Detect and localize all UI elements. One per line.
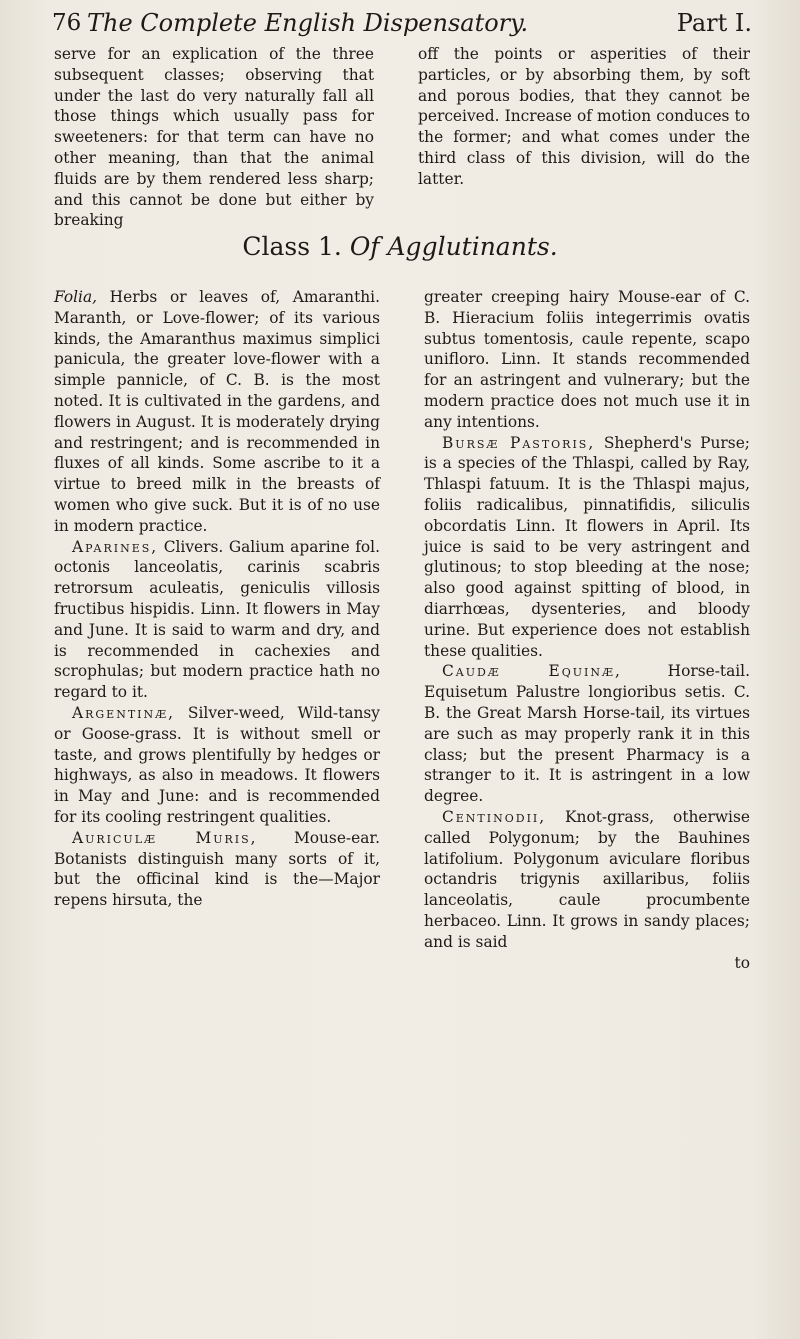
entry-text: Horse-tail. Equisetum Palustre longioribus setis. C. B. the Great Marsh Horse-tail, its virtues are such as may properly rank it in this class; but the present Pharmacy is a stranger to it. It is astringent in a low degree. — [424, 662, 750, 806]
book-title: The Complete English Dispensatory. — [87, 9, 529, 37]
entry-text: Knot-grass, otherwise called Polygonum; by the Bauhines latifolium. Polygonum aviculare floribus octandris trigynis axillaribus, foliis lanceolatis, caule procumbente herbaceo. Linn. It grows in sandy places; and is said — [424, 807, 750, 951]
running-head — [52, 6, 752, 40]
herb-entry — [424, 287, 750, 433]
entry-text: greater creeping hairy Mouse-ear of C. B. Hieracium foliis integerrimis ovatis subtus tomentosis, caule repente, scapo unifloro. Linn. It stands recommended for an astringent and vulnerary; but the modern practice does not much use it in any intentions. — [424, 288, 750, 431]
entries-left-column — [54, 287, 380, 911]
entry-heading: Centinodii, — [442, 807, 547, 826]
intro-right-text: off the points or asperities of their particles, or by absorbing them, by soft and porous bodies, that they cannot be perceived. Increase of motion conduces to the former; and what comes under the third class of this division, will do the latter. — [418, 45, 750, 188]
herb-entry — [54, 703, 380, 828]
entry-heading: Argentinæ, — [72, 703, 176, 722]
intro-left-text: serve for an explication of the three subsequent classes; observing that under the last do very naturally fall all those things which usually pass for sweeteners: for that term can have no other meaning, than that the animal fluids are by them rendered less sharp; and this cannot be done but either by breaking — [54, 45, 374, 230]
entry-text: Silver-weed, Wild-tansy or Goose-grass. It is without smell or taste, and grows plentifully by hedges or highways, as also in meadows. It flowers in May and June: and is recommended for its cooling restringent qualities. — [54, 703, 380, 826]
entry-text: Herbs or leaves of, Amaranthi. Maranth, or Love-flower; of its various kinds, the Amaranthus maximus simplici panicula, the greater love-flower with a simple pannicle, of C. B. is the most noted. It is cultivated in the gardens, and flowers in August. It is moderately drying and restringent; and is recommended in fluxes of all kinds. Some ascribe to it a virtue to breed milk in the breasts of women who give suck. But it is of no use in modern practice. — [54, 288, 380, 535]
class-title: Of Agglutinants. — [349, 232, 558, 261]
entry-text: Clivers. Galium aparine fol. octonis lanceolatis, carinis scabris retrorsum aculeatis, geniculis villosis fructibus hispidis. Linn. It flowers in May and June. It is said to warm and dry, and is recommended in cachexies and scrophulas; but modern practice hath no regard to it. — [54, 537, 380, 702]
herb-entry — [424, 807, 750, 953]
intro-right-column — [418, 44, 750, 190]
part-label: Part I. — [676, 9, 752, 37]
herb-entry — [424, 433, 750, 662]
entry-text: Mouse-ear. Botanists distinguish many sorts of it, but the officinal kind is the—Major repens hirsuta, the — [54, 828, 380, 910]
entry-heading: Bursæ Pastoris, — [442, 433, 596, 452]
class-label: Class 1. — [242, 232, 342, 261]
herb-entry — [424, 661, 750, 807]
herb-entry — [54, 537, 380, 703]
page-number: 76 — [52, 10, 82, 36]
section-heading — [0, 231, 800, 263]
catchword: to — [734, 953, 750, 972]
herb-entry — [54, 828, 380, 911]
entry-heading: Aparines, — [72, 537, 159, 556]
herb-entry — [54, 287, 380, 537]
entry-heading: Caudæ Equinæ, — [442, 662, 622, 681]
entry-heading: Auriculæ Muris, — [72, 828, 258, 847]
entries-right-column — [424, 287, 750, 973]
entry-heading: Folia, — [54, 288, 98, 306]
entry-text: Shepherd's Purse; is a species of the Thlaspi, called by Ray, Thlaspi fatuum. It is the Thlaspi majus, foliis radicalibus, pinnatifidis, siliculis obcordatis Linn. It flowers in April. Its juice is said to be very astringent and glutinous; to stop bleeding at the nose; also good against spitting of blood, in diarrhœas, dysenteries, and bloody urine. But experience does not establish these qualities. — [424, 433, 750, 660]
intro-left-column — [54, 44, 374, 231]
